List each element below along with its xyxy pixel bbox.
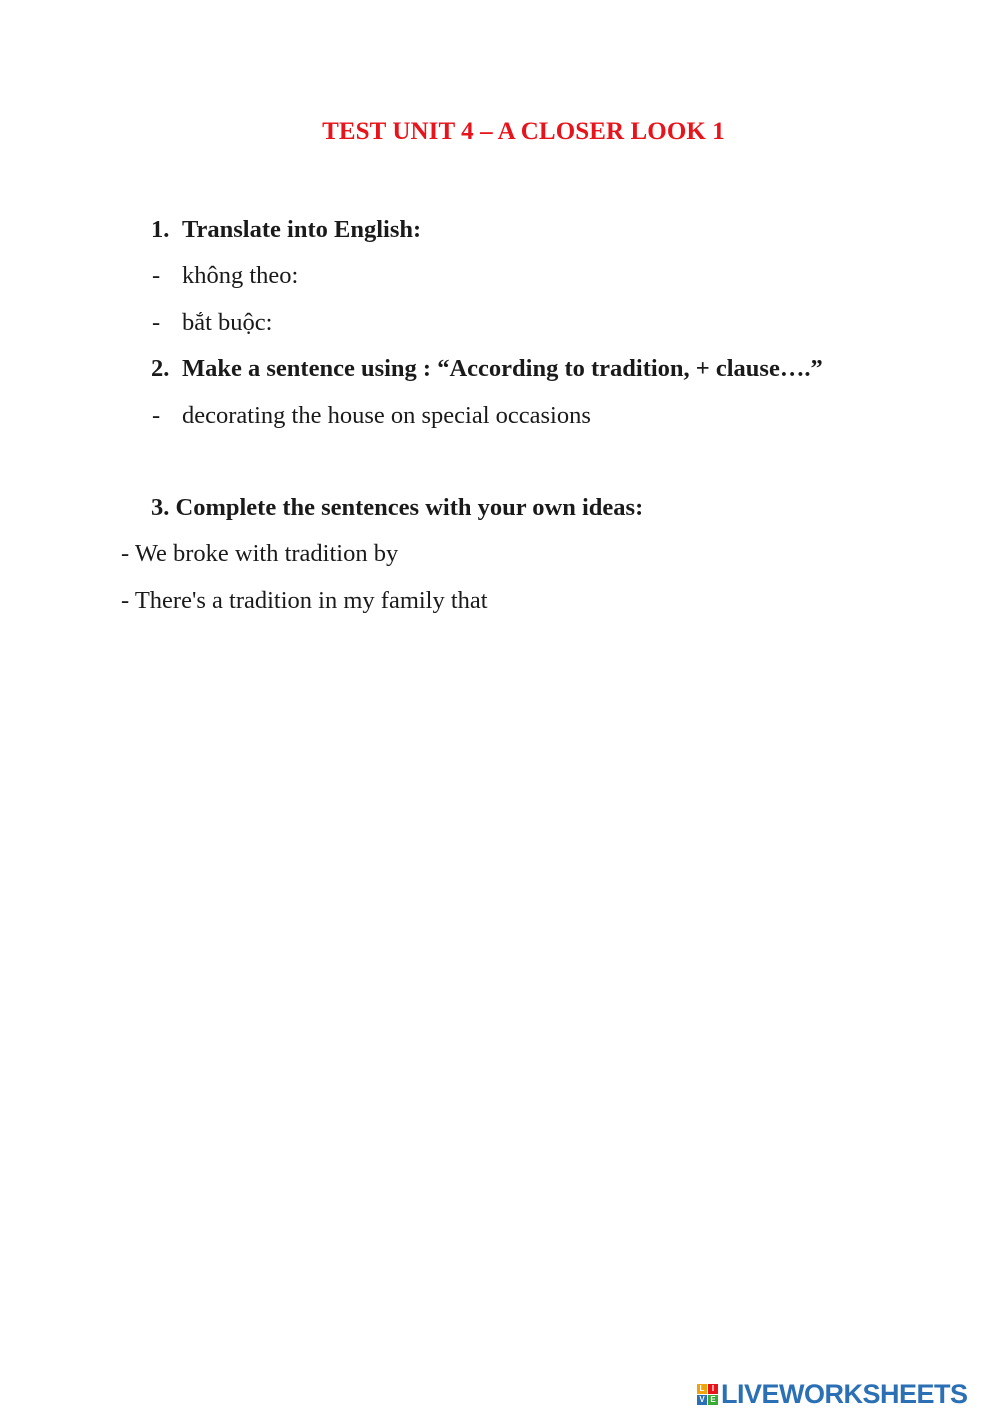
translate-item-2: bắt buộc: [182, 309, 273, 336]
complete-item-1: - We broke with tradition by [121, 540, 399, 567]
bullet-dash: - [152, 309, 161, 336]
section-1-number: 1. [151, 216, 170, 243]
worksheet-title: TEST UNIT 4 – A CLOSER LOOK 1 [322, 118, 725, 145]
logo-mark-cell: V [697, 1395, 707, 1405]
section-2-heading: Make a sentence using : “According to tradition, + clause….” [182, 355, 823, 382]
section-1-heading: Translate into English: [182, 216, 422, 243]
logo-mark-icon [697, 1384, 718, 1405]
logo-mark-cell: E [708, 1395, 718, 1405]
section-2-number: 2. [151, 355, 170, 382]
sentence-item-1: decorating the house on special occasions [182, 402, 591, 429]
translate-item-1: không theo: [182, 262, 299, 289]
liveworksheets-logo [697, 1378, 968, 1410]
logo-mark-cell: L [697, 1384, 707, 1394]
complete-item-2: - There's a tradition in my family that [121, 587, 488, 614]
logo-text: LIVEWORKSHEETS [721, 1378, 968, 1409]
bullet-dash: - [152, 402, 161, 429]
section-3-heading: 3. Complete the sentences with your own ideas: [151, 494, 644, 521]
bullet-dash: - [152, 262, 161, 289]
logo-mark-cell: I [708, 1384, 718, 1394]
